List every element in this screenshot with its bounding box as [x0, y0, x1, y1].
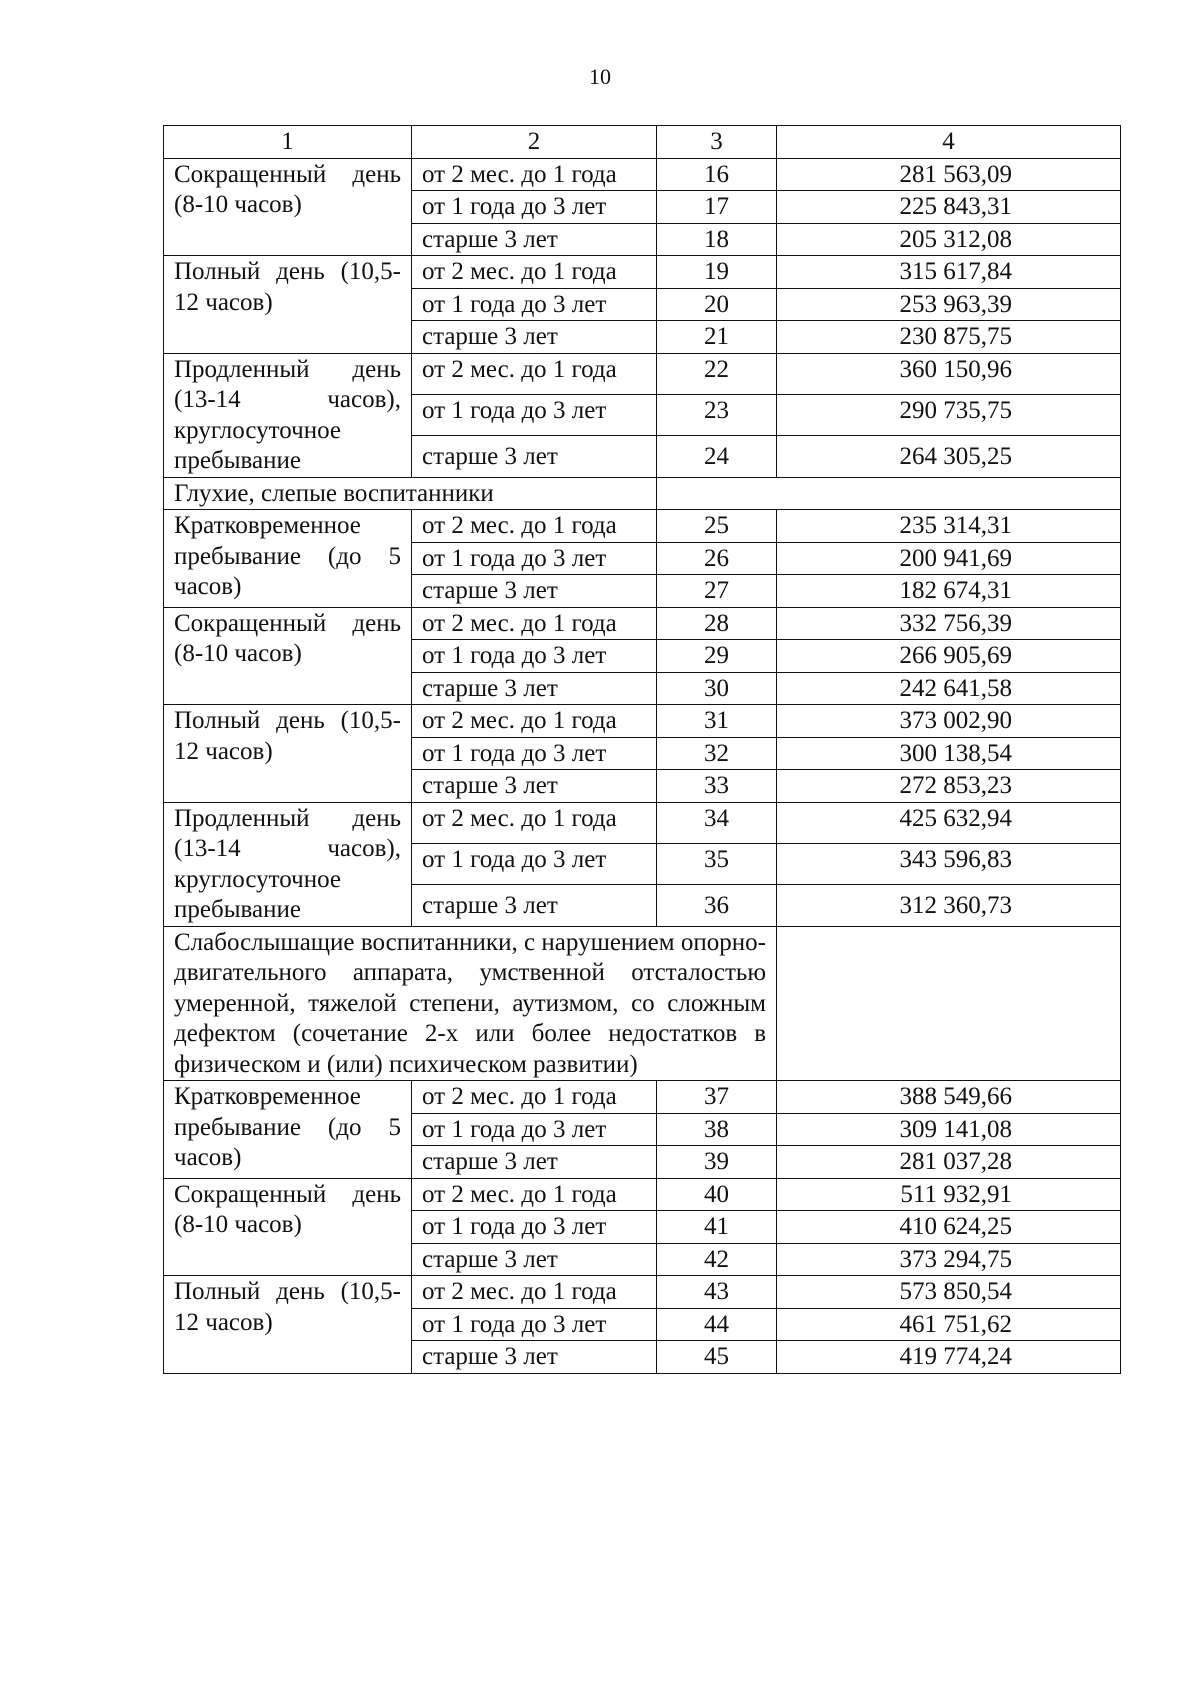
- amount-cell: 290 735,75: [777, 394, 1121, 435]
- amount-cell: 182 674,31: [777, 575, 1121, 608]
- row-number-cell: 42: [657, 1243, 777, 1276]
- group-empty-cell: [777, 926, 1121, 1081]
- header-col-2: 2: [412, 126, 657, 159]
- age-group-cell: от 1 года до 3 лет: [412, 394, 657, 435]
- age-group-cell: старше 3 лет: [412, 672, 657, 705]
- age-group-cell: старше 3 лет: [412, 223, 657, 256]
- age-group-cell: от 1 года до 3 лет: [412, 640, 657, 673]
- group-label: Глухие, слепые воспитанники: [164, 477, 657, 510]
- amount-cell: 253 963,39: [777, 288, 1121, 321]
- row-number-cell: 30: [657, 672, 777, 705]
- row-number-cell: 41: [657, 1211, 777, 1244]
- row-number-cell: 22: [657, 353, 777, 394]
- table-header-row: [164, 126, 1121, 159]
- age-group-cell: от 1 года до 3 лет: [412, 288, 657, 321]
- group-row: [164, 926, 1121, 1081]
- row-number-cell: 25: [657, 510, 777, 543]
- regime-label: Сокращенный день (8-10 часов): [164, 1178, 412, 1276]
- row-number-cell: 26: [657, 542, 777, 575]
- row-number-cell: 20: [657, 288, 777, 321]
- amount-cell: 332 756,39: [777, 607, 1121, 640]
- table-row: [164, 1276, 1121, 1309]
- row-number-cell: 19: [657, 256, 777, 289]
- amount-cell: 373 002,90: [777, 705, 1121, 738]
- age-group-cell: от 2 мес. до 1 года: [412, 1178, 657, 1211]
- row-number-cell: 32: [657, 737, 777, 770]
- amount-cell: 373 294,75: [777, 1243, 1121, 1276]
- regime-label: Продленный день (13-14 часов), круглосуточное пребывание: [164, 353, 412, 477]
- row-number-cell: 40: [657, 1178, 777, 1211]
- age-group-cell: от 2 мес. до 1 года: [412, 705, 657, 738]
- age-group-cell: старше 3 лет: [412, 885, 657, 926]
- age-group-cell: от 2 мес. до 1 года: [412, 256, 657, 289]
- age-group-cell: от 1 года до 3 лет: [412, 191, 657, 224]
- page-number: 10: [589, 64, 611, 89]
- regime-label: Продленный день (13-14 часов), круглосуточное пребывание: [164, 802, 412, 926]
- group-label: Слабослышащие воспитанники, с нарушением опорно-двигательного аппарата, умственной отсталостью умеренной, тяжелой степени, аутизмом, со сложным дефектом (сочетание 2-х или более недостатков в физическом и (или) психическом развитии): [164, 926, 777, 1081]
- age-group-cell: от 1 года до 3 лет: [412, 737, 657, 770]
- row-number-cell: 18: [657, 223, 777, 256]
- amount-cell: 264 305,25: [777, 436, 1121, 477]
- row-number-cell: 36: [657, 885, 777, 926]
- amount-cell: 410 624,25: [777, 1211, 1121, 1244]
- row-number-cell: 23: [657, 394, 777, 435]
- amount-cell: 281 037,28: [777, 1146, 1121, 1179]
- row-number-cell: 37: [657, 1081, 777, 1114]
- row-number-cell: 34: [657, 802, 777, 843]
- amount-cell: 230 875,75: [777, 321, 1121, 354]
- regime-label: Полный день (10,5-12 часов): [164, 1276, 412, 1374]
- amount-cell: 573 850,54: [777, 1276, 1121, 1309]
- row-number-cell: 24: [657, 436, 777, 477]
- amount-cell: 266 905,69: [777, 640, 1121, 673]
- table-row: [164, 256, 1121, 289]
- age-group-cell: от 1 года до 3 лет: [412, 542, 657, 575]
- age-group-cell: от 2 мес. до 1 года: [412, 158, 657, 191]
- tariff-table: [163, 125, 1121, 1374]
- header-col-1: 1: [164, 126, 412, 159]
- row-number-cell: 45: [657, 1341, 777, 1374]
- table-body: [164, 126, 1121, 1374]
- regime-label: Кратковременное пребывание (до 5 часов): [164, 1081, 412, 1179]
- age-group-cell: от 2 мес. до 1 года: [412, 1276, 657, 1309]
- age-group-cell: старше 3 лет: [412, 1146, 657, 1179]
- table-row: [164, 1178, 1121, 1211]
- amount-cell: 309 141,08: [777, 1113, 1121, 1146]
- age-group-cell: старше 3 лет: [412, 1243, 657, 1276]
- age-group-cell: от 1 года до 3 лет: [412, 1211, 657, 1244]
- regime-label: Полный день (10,5-12 часов): [164, 705, 412, 803]
- header-col-4: 4: [777, 126, 1121, 159]
- age-group-cell: старше 3 лет: [412, 436, 657, 477]
- amount-cell: 312 360,73: [777, 885, 1121, 926]
- row-number-cell: 39: [657, 1146, 777, 1179]
- age-group-cell: от 2 мес. до 1 года: [412, 353, 657, 394]
- table-row: [164, 353, 1121, 394]
- age-group-cell: от 2 мес. до 1 года: [412, 510, 657, 543]
- regime-label: Сокращенный день (8-10 часов): [164, 158, 412, 256]
- regime-label: Сокращенный день (8-10 часов): [164, 607, 412, 705]
- regime-label: Кратковременное пребывание (до 5 часов): [164, 510, 412, 608]
- amount-cell: 343 596,83: [777, 843, 1121, 884]
- age-group-cell: старше 3 лет: [412, 321, 657, 354]
- amount-cell: 200 941,69: [777, 542, 1121, 575]
- row-number-cell: 27: [657, 575, 777, 608]
- row-number-cell: 28: [657, 607, 777, 640]
- age-group-cell: старше 3 лет: [412, 575, 657, 608]
- table-row: [164, 607, 1121, 640]
- table-row: [164, 158, 1121, 191]
- age-group-cell: от 2 мес. до 1 года: [412, 607, 657, 640]
- amount-cell: 225 843,31: [777, 191, 1121, 224]
- table-row: [164, 802, 1121, 843]
- amount-cell: 281 563,09: [777, 158, 1121, 191]
- amount-cell: 388 549,66: [777, 1081, 1121, 1114]
- row-number-cell: 21: [657, 321, 777, 354]
- amount-cell: 205 312,08: [777, 223, 1121, 256]
- age-group-cell: от 2 мес. до 1 года: [412, 1081, 657, 1114]
- amount-cell: 235 314,31: [777, 510, 1121, 543]
- header-col-3: 3: [657, 126, 777, 159]
- row-number-cell: 17: [657, 191, 777, 224]
- row-number-cell: 44: [657, 1308, 777, 1341]
- age-group-cell: от 1 года до 3 лет: [412, 843, 657, 884]
- table-row: [164, 510, 1121, 543]
- amount-cell: 242 641,58: [777, 672, 1121, 705]
- row-number-cell: 29: [657, 640, 777, 673]
- row-number-cell: 31: [657, 705, 777, 738]
- age-group-cell: от 2 мес. до 1 года: [412, 802, 657, 843]
- regime-label: Полный день (10,5-12 часов): [164, 256, 412, 354]
- amount-cell: 315 617,84: [777, 256, 1121, 289]
- amount-cell: 511 932,91: [777, 1178, 1121, 1211]
- amount-cell: 360 150,96: [777, 353, 1121, 394]
- row-number-cell: 33: [657, 770, 777, 803]
- table-row: [164, 705, 1121, 738]
- amount-cell: 300 138,54: [777, 737, 1121, 770]
- group-empty-cell: [657, 477, 1121, 510]
- amount-cell: 425 632,94: [777, 802, 1121, 843]
- row-number-cell: 16: [657, 158, 777, 191]
- table-row: [164, 1081, 1121, 1114]
- amount-cell: 272 853,23: [777, 770, 1121, 803]
- age-group-cell: старше 3 лет: [412, 1341, 657, 1374]
- age-group-cell: старше 3 лет: [412, 770, 657, 803]
- age-group-cell: от 1 года до 3 лет: [412, 1113, 657, 1146]
- amount-cell: 419 774,24: [777, 1341, 1121, 1374]
- row-number-cell: 43: [657, 1276, 777, 1309]
- age-group-cell: от 1 года до 3 лет: [412, 1308, 657, 1341]
- row-number-cell: 35: [657, 843, 777, 884]
- group-row: [164, 477, 1121, 510]
- row-number-cell: 38: [657, 1113, 777, 1146]
- amount-cell: 461 751,62: [777, 1308, 1121, 1341]
